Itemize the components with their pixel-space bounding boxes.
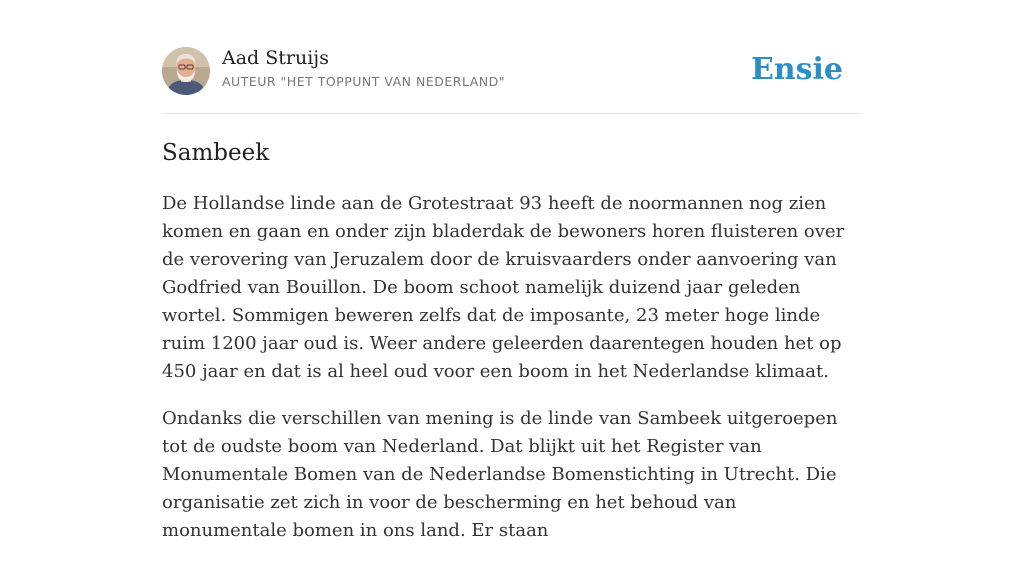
article-body: [162, 190, 862, 564]
author-avatar[interactable]: [162, 47, 210, 95]
author-tagline: AUTEUR "HET TOPPUNT VAN NEDERLAND": [222, 74, 505, 89]
author-header: [162, 46, 862, 96]
article-title: Sambeek: [162, 140, 270, 166]
author-name[interactable]: Aad Struijs: [222, 47, 329, 69]
article-paragraph: Ondanks die verschillen van mening is de linde van Sambeek uitgeroepen tot de oudste boom van Nederland. Dat blijkt uit het Register van Monumentale Bomen van de Nederlandse Bomenstichting in Utrecht. Die organisatie zet zich in voor de bescherming en het behoud van monumentale bomen in ons land. Er staan: [162, 408, 838, 541]
header-divider: [162, 113, 862, 114]
avatar-photo-icon: [162, 47, 210, 95]
article-paragraph: De Hollandse linde aan de Grotestraat 93 heeft de noormannen nog zien komen en gaan en onder zijn bladerdak de bewoners horen fluisteren over de verovering van Jeruzalem door de kruisvaarders onder aanvoering van Godfried van Bouillon. De boom schoot namelijk duizend jaar geleden wortel. Sommigen beweren zelfs dat de imposante, 23 meter hoge linde ruim 1200 jaar oud is. Weer andere geleerden daarentegen houden het op 450 jaar en dat is al heel oud voor een boom in het Nederlandse klimaat.: [162, 193, 845, 382]
ensie-logo-link[interactable]: Ensie: [750, 52, 843, 87]
